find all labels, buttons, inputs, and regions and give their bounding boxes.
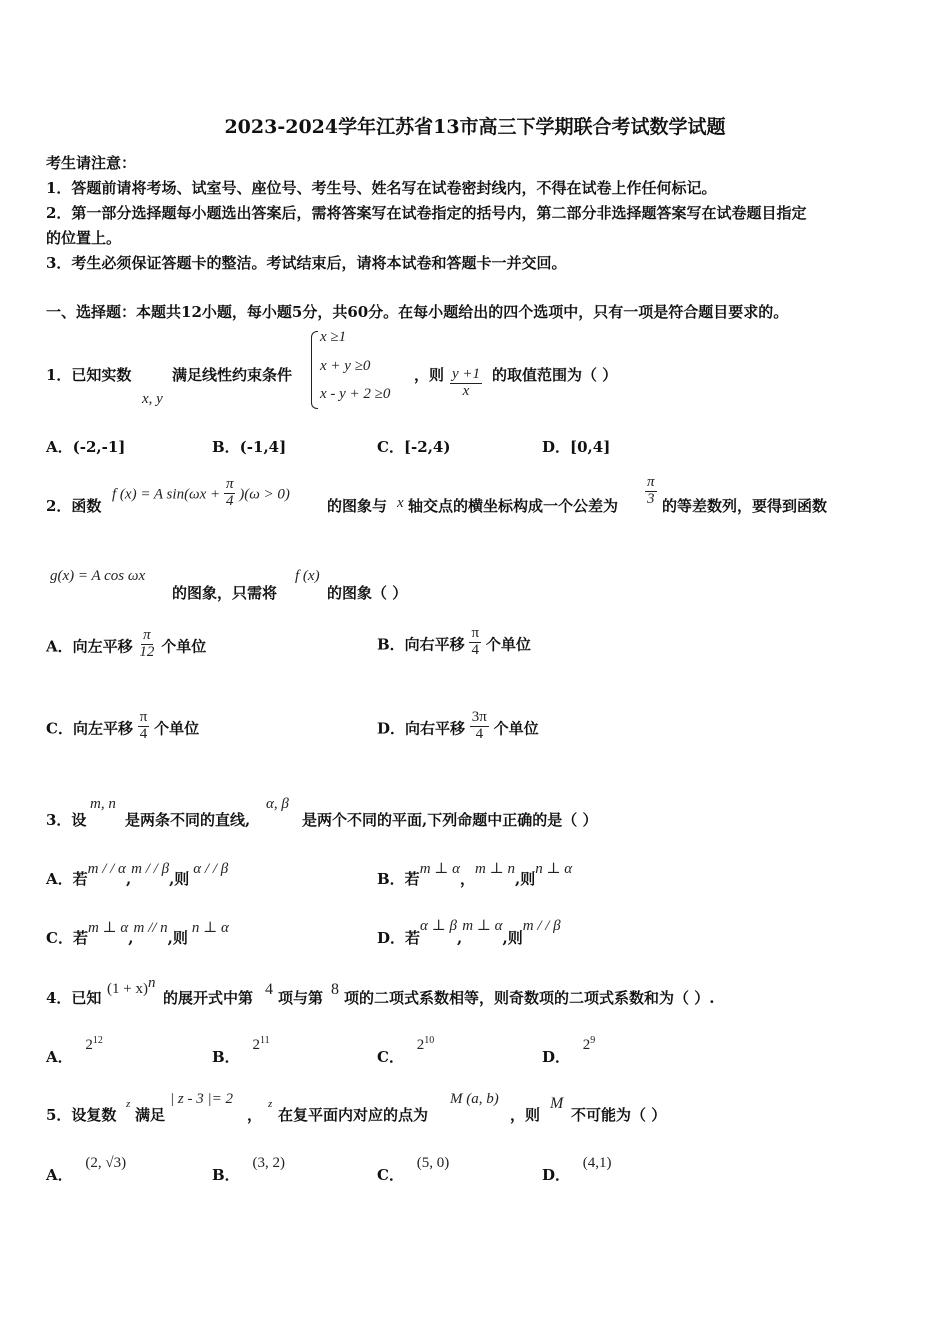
- q3-option-c: C．若m ⊥ α,m // n,则n ⊥ α: [46, 920, 229, 947]
- q4-text3: 项的二项式系数相等，则奇数项的二项式系数和为（ ）.: [344, 989, 715, 1007]
- q2-option-d: [377, 709, 539, 743]
- q3-mn: m, n: [90, 796, 116, 812]
- q2-text1: 的图象与: [327, 497, 388, 515]
- q2-option-b-pre: B．向右平移: [377, 635, 465, 654]
- q3-prefix: 3．设: [46, 811, 87, 829]
- q5-text2: 在复平面内对应的点为: [278, 1106, 429, 1124]
- q5-prefix: 5．设复数: [46, 1106, 117, 1124]
- q2-option-c-den: 4: [139, 725, 148, 742]
- q3-option-a-then: ,则: [169, 870, 190, 888]
- notice-item-3: 3．考生必须保证答题卡的整洁。考试结束后，请将本试卷和答题卡一并交回。: [46, 254, 567, 272]
- q4-option-a-label: A．: [46, 1048, 73, 1066]
- q4-expression: [107, 975, 155, 998]
- q2-f-4: 4: [225, 492, 234, 509]
- q2-function-g: g(x) = A cos ωx: [50, 568, 146, 584]
- q2-prefix: 2．函数: [46, 497, 102, 515]
- q4-term-8: 8: [331, 981, 339, 998]
- q5-z2: z: [268, 1098, 273, 1110]
- q3-option-d-e1: α ⊥ β: [420, 918, 457, 934]
- q3-option-a-e2: m / / β: [131, 861, 170, 877]
- page-title: 2023-2024学年江苏省13市高三下学期联合考试数学试题: [224, 116, 726, 138]
- notice-item-2-cont: 的位置上。: [46, 229, 122, 247]
- q3-option-b: B．若m ⊥ α，m ⊥ n,则n ⊥ α: [377, 861, 573, 888]
- q2-option-d-den: 4: [475, 725, 484, 742]
- q5-option-b-value: (3, 2): [252, 1155, 285, 1171]
- q5-option-a-label: A．: [46, 1166, 73, 1184]
- q1-prefix: 1．已知实数: [46, 366, 132, 384]
- q5-option-b: [212, 1151, 285, 1184]
- q4-option-d-exp: 9: [590, 1035, 596, 1046]
- q2-fx: f (x): [295, 568, 320, 584]
- q4-prefix: 4．已知: [46, 989, 102, 1007]
- q1-constraint-2: x + y ≥0: [320, 358, 371, 374]
- q4-option-c-base: 2: [416, 1037, 425, 1053]
- q5-option-b-label: B．: [212, 1166, 240, 1184]
- q5-point: M (a, b): [450, 1091, 499, 1107]
- q4-option-c-label: C．: [377, 1048, 404, 1066]
- q5-z: z: [126, 1098, 131, 1110]
- q2-option-c-num: π: [139, 709, 148, 725]
- q3-option-c-e1: m ⊥ α: [87, 920, 129, 936]
- q5-text3: ，则: [510, 1106, 541, 1124]
- q2-option-d-post: 个单位: [493, 719, 539, 738]
- q5-option-a: [46, 1151, 127, 1184]
- q2-text5: 的图象（ ）: [327, 584, 408, 602]
- q2-diff-num: π: [647, 474, 655, 490]
- q2-option-a: [46, 627, 207, 661]
- q2-option-b-post: 个单位: [485, 635, 531, 654]
- q1-vars: x, y: [142, 391, 163, 407]
- q4-option-d-label: D．: [542, 1048, 571, 1066]
- q3-ab: α, β: [266, 796, 289, 812]
- q2-option-b: [377, 625, 531, 659]
- q4-option-b-base: 2: [252, 1037, 260, 1053]
- q4-text1: 的展开式中第: [163, 989, 254, 1007]
- q1-constraint-1: x ≥1: [320, 329, 347, 345]
- q1-then: ，则: [414, 366, 445, 384]
- q4-term-4: 4: [265, 981, 273, 998]
- q2-option-c-pre: C．向左平移: [46, 719, 133, 738]
- q2-f-left: f (x) = A sin(ωx +: [112, 486, 221, 503]
- q3-option-c-e3: n ⊥ α: [191, 920, 229, 936]
- q2-xvar: x: [397, 495, 404, 511]
- q5-comma: ，: [247, 1106, 263, 1124]
- q4-text2: 项与第: [278, 989, 324, 1007]
- q4-option-a-exp: 12: [92, 1035, 103, 1046]
- q2-option-b-den: 4: [471, 641, 479, 658]
- q3-text2: 是两个不同的平面,下列命题中正确的是（ ）: [302, 811, 598, 829]
- q2-diff-fraction: [645, 475, 657, 508]
- q1-suffix: 的取值范围为（ ）: [492, 366, 618, 384]
- q2-option-c-post: 个单位: [154, 719, 200, 738]
- q4-expr-base: (1 + x): [107, 981, 148, 997]
- q4-option-d: [542, 1033, 596, 1066]
- q5-option-d: [542, 1151, 612, 1184]
- q2-text2: 轴交点的横坐标构成一个公差为: [408, 497, 619, 515]
- q5-option-c: [377, 1151, 450, 1184]
- q3-option-d-e3: m / / β: [522, 918, 561, 934]
- q4-option-c: [377, 1033, 435, 1066]
- q4-option-b: [212, 1033, 270, 1066]
- q2-diff-den: 3: [647, 490, 655, 507]
- q5-M: M: [550, 1095, 564, 1112]
- q1-mid: 满足线性约束条件: [172, 366, 293, 384]
- q1-frac-num: y +1: [452, 366, 481, 382]
- q2-option-a-num: π: [143, 627, 151, 643]
- q3-option-a: A．若m / / α,m / / β,则α / / β: [46, 861, 229, 888]
- q3-option-a-e3: α / / β: [193, 861, 229, 877]
- q5-option-d-value: (4,1): [582, 1155, 612, 1171]
- q2-f-right: )(ω > 0): [239, 486, 290, 503]
- q4-option-b-exp: 11: [259, 1035, 270, 1046]
- q2-option-b-num: π: [471, 625, 480, 641]
- q2-option-c: [46, 709, 200, 743]
- q2-option-a-post: 个单位: [161, 637, 207, 656]
- q1-fraction: [450, 367, 482, 400]
- q3-option-d: D．若α ⊥ β,m ⊥ α,则m / / β: [377, 918, 561, 947]
- q4-option-b-label: B．: [212, 1048, 240, 1066]
- q2-function-f: [112, 476, 290, 510]
- q3-option-b-e3: n ⊥ α: [535, 861, 573, 877]
- q5-option-c-value: (5, 0): [416, 1155, 450, 1171]
- q5-text4: 不可能为（ ）: [571, 1106, 667, 1124]
- q3-option-b-label: B．若: [377, 870, 420, 888]
- notice-item-1: 1．答题前请将考场、试室号、座位号、考生号、姓名写在试卷密封线内，不得在试卷上作任何标记。: [46, 179, 717, 197]
- q5-option-a-value: (2, √3): [85, 1155, 127, 1171]
- q1-option-c: C．[-2,4): [377, 438, 451, 456]
- q2-f-pi: π: [225, 476, 234, 492]
- q3-option-c-then: ,则: [167, 929, 188, 947]
- q2-text3: 的等差数列，要得到函数: [662, 497, 828, 515]
- q2-text4: 的图象，只需将: [172, 584, 278, 602]
- q5-condition: | z - 3 |= 2: [170, 1091, 233, 1107]
- q4-expr-exp: n: [147, 975, 156, 991]
- q5-option-d-label: D．: [542, 1166, 571, 1184]
- q2-option-d-num: 3π: [471, 709, 487, 725]
- q2-option-d-pre: D．向右平移: [377, 719, 466, 738]
- q5-option-c-label: C．: [377, 1166, 404, 1184]
- q3-option-b-then: ,则: [514, 870, 536, 888]
- q1-constraint-brace: [311, 331, 318, 409]
- q4-option-d-base: 2: [582, 1037, 591, 1053]
- q5-text1: 满足: [135, 1106, 166, 1124]
- q3-option-b-e1: m ⊥ α: [419, 861, 460, 877]
- q1-constraint-3: x - y + 2 ≥0: [320, 386, 391, 402]
- q3-option-a-e1: m / / α: [87, 861, 126, 877]
- q3-option-d-then: ,则: [502, 929, 523, 947]
- notice-item-2: 2．第一部分选择题每小题选出答案后，需将答案写在试卷指定的括号内，第二部分非选择题答案写在试卷题目指定: [46, 204, 807, 222]
- q1-option-a: A．(-2,-1]: [46, 438, 126, 456]
- q3-option-d-e2: m ⊥ α: [462, 918, 503, 934]
- q4-option-a-base: 2: [85, 1037, 93, 1053]
- q4-option-c-exp: 10: [424, 1035, 435, 1046]
- q3-text1: 是两条不同的直线,: [125, 811, 251, 829]
- section-heading: 一、选择题：本题共12小题，每小题5分，共60分。在每小题给出的四个选项中，只有一项是符合题目要求的。: [46, 303, 789, 321]
- q1-option-d: D．[0,4]: [542, 438, 611, 456]
- q3-option-c-e2: m // n: [133, 920, 168, 936]
- q1-option-b: B．(-1,4]: [212, 438, 287, 456]
- q3-option-b-e2: m ⊥ n: [475, 861, 515, 877]
- notice-heading: 考生请注意：: [46, 154, 137, 172]
- q1-frac-den: x: [462, 382, 470, 399]
- q2-option-a-pre: A．向左平移: [46, 637, 133, 656]
- q3-option-d-label: D．若: [377, 929, 421, 947]
- q3-option-a-label: A．若: [46, 870, 88, 888]
- q4-option-a: [46, 1033, 103, 1066]
- q3-option-c-label: C．若: [46, 929, 88, 947]
- q2-option-a-den: 12: [139, 643, 155, 660]
